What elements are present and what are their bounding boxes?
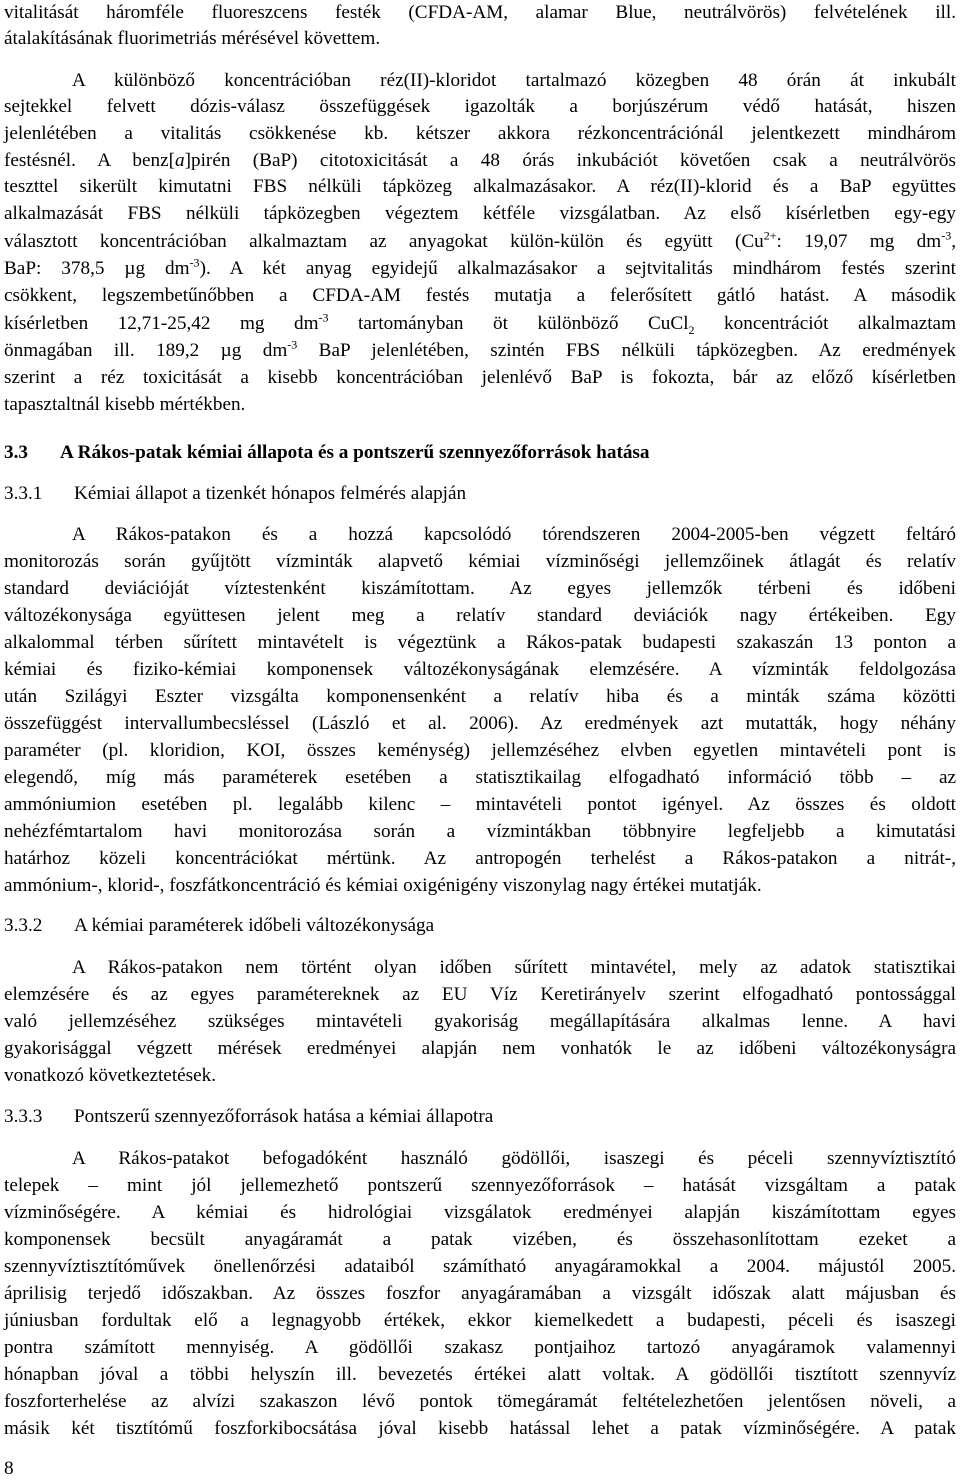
text-line: hónapban jóval a többi helyszín ill. bevezetés értékei alatt voltak. A gödöllői tisztított szennyvíz <box>4 1364 956 1385</box>
text-line: választott koncentrációban alkalmaztam az anyagokat külön-külön és együtt ($Cu^{2+}$: 19,07 mg $dm^{-3}$, <box>4 228 956 252</box>
text-line: standard deviációját víztestenként kiszámítottam. Az egyes jellemzők térbeni és időbeni <box>4 578 956 599</box>
heading-title: Pontszerű szennyezőforrások hatása a kémiai állapotra <box>74 1106 494 1127</box>
text-line: ammóniumion esetében pl. legalább kilenc – mintavételi pontot igényel. Az összes és oldott <box>4 794 956 815</box>
text-line: ammónium-, klorid-, foszfátkoncentráció és kémiai oxigénigény viszonylag nagy értékei mutatják. <box>4 875 762 896</box>
subsection-heading <box>4 1104 493 1130</box>
text-line: való jellemzéséhez szükséges mintavételi gyakoriság megállapítására alkalmas lenne. A havi <box>4 1011 956 1032</box>
heading-title: A kémiai paraméterek időbeli változékonysága <box>74 915 435 936</box>
text-line: jelenlétében a vitalitás csökkenése kb. kétszer akkora rézkoncentrációnál jelentkezett mindhárom <box>4 123 956 144</box>
text-line: elemzésére és az egyes paramétereknek az EU Víz Keretirányelv szerint elfogadható pontossággal <box>4 984 956 1005</box>
text-line: A Rákos-patakon és a hozzá kapcsolódó tórendszeren 2004-2005-ben végzett feltáró <box>72 524 956 545</box>
text-line: monitorozás során gyűjtött vízminták alapvető kémiai vízminőségi jellemzőinek átlagát és relatív <box>4 551 956 572</box>
text-line: gyakorisággal végzett mérések eredményei alapján nem vonhatók le az időbeni változékonyságra <box>4 1038 956 1059</box>
text-line: csökkent, legszembetűnőbben a CFDA-AM festés mutatja a felerősített gátló hatást. A második <box>4 285 956 306</box>
text-line: pontra számított mennyiség. A gödöllői szakasz pontjaihoz tartozó anyagáramok valamennyi <box>4 1337 956 1358</box>
text-line: szerint a réz toxicitását a kisebb koncentrációban jelenlévő BaP is fokozta, bár az előző kísérletben <box>4 367 956 388</box>
text-line: A Rákos-patakot befogadóként használó gödöllői, isaszegi és péceli szennyvíztisztító <box>72 1148 956 1169</box>
text-line: nehézfémtartalom havi monitorozása során a vízmintákban többnyire legfeljebb a kimutatási <box>4 821 956 842</box>
heading-title: Kémiai állapot a tizenkét hónapos felmérés alapján <box>74 483 467 504</box>
text-line: sejtekkel felvett dózis-válasz összefüggések igazolták a borjúszérum védő hatását, hiszen <box>4 96 956 117</box>
text-line: kísérletben 12,71-25,42 mg $dm^{-3}$ tartományban öt különböző CuCl$_2$ koncentrációt alkalmaztam <box>4 310 956 337</box>
heading-number: 3.3.2 <box>4 915 43 936</box>
subsection-heading <box>4 913 434 939</box>
text-line: teszttel sikerült kimutatni FBS nélküli tápközeg alkalmazásakor. A réz(II)-klorid és a BaP együttes <box>4 176 956 197</box>
text-line: foszforterhelése az alvízi szakaszon lévő pontok tömegáramát feltételezhetően jelentősen növeli, a <box>4 1391 956 1412</box>
text-line: paraméter (pl. kloridion, KOI, összes keménység) jellemzéséhez elvben egyetlen mintavételi pont is <box>4 740 956 761</box>
text-line: A Rákos-patakon nem történt olyan időben sűrített mintavétel, mely az adatok statisztikai <box>72 957 956 978</box>
heading-number: 3.3 <box>4 442 28 463</box>
text-line: festésnél. A benz[a]pirén (BaP) citotoxicitását a 48 órás inkubációt követően csak a neutrálvörös <box>4 150 956 171</box>
text-line: alkalmazását FBS nélküli tápközegben végeztem kétféle vizsgálatban. Az első kísérletben egy-egy <box>4 203 956 224</box>
text-line: után Szilágyi Eszter vizsgálta komponensenként a relatív hiba és a minták száma közötti <box>4 686 956 707</box>
page-number: 8 <box>4 1458 14 1479</box>
text-line: A különböző koncentrációban réz(II)-kloridot tartalmazó közegben 48 órán át inkubált <box>72 70 956 91</box>
heading-number: 3.3.3 <box>4 1106 43 1127</box>
text-line: vitalitását háromféle fluoreszcens festék (CFDA-AM, alamar Blue, neutrálvörös) felvételének ill. <box>4 2 956 23</box>
subsection-heading <box>4 481 466 507</box>
text-line: tapasztaltnál kisebb mértékben. <box>4 394 246 415</box>
text-line: komponensek becsült anyagáramát a patak vizében, és összehasonlítottam ezeket a <box>4 1229 956 1250</box>
text-line: júniusban fordultak elő a legnagyobb értékek, ekkor kiemelkedett a budapesti, péceli és isaszegi <box>4 1310 956 1331</box>
heading-title: A Rákos-patak kémiai állapota és a pontszerű szennyezőforrások hatása <box>60 442 650 463</box>
section-heading <box>4 440 650 466</box>
text-line: határhoz közeli koncentrációkat mértünk. Az antropogén terhelést a Rákos-patakon a nitrát-, <box>4 848 956 869</box>
text-line: szennyvíztisztítóművek önellenőrzési adataiból számítható anyagáramokkal a 2004. májustól 2005. <box>4 1256 956 1277</box>
text-line: önmagában ill. 189,2 µg $dm^{-3}$ BaP jelenlétében, szintén FBS nélküli tápközegben. Az eredmények <box>4 337 956 361</box>
text-line: alkalommal térben sűrített mintavételt is végeztünk a Rákos-patak budapesti szakaszán 13 ponton a <box>4 632 956 653</box>
text-line: BaP: 378,5 µg $dm^{-3}$). A két anyag egyidejű alkalmazásakor a sejtvitalitás mindhárom festés szerint <box>4 255 956 279</box>
text-line: telepek – mint jól jellemezhető pontszerű szennyezőforrások – hatását vizsgáltam a patak <box>4 1175 956 1196</box>
text-line: összefüggést intervallumbecsléssel (László et al. 2006). Az eredmények azt mutatták, hogy néhány <box>4 713 956 734</box>
text-line: elegendő, míg más paraméterek esetében a statisztikailag elfogadható információ több – az <box>4 767 956 788</box>
text-line: másik két tisztítómű foszforkibocsátása jóval kisebb hatással lehet a patak vízminőségére. A patak <box>4 1418 956 1439</box>
text-line: vízminőségére. A kémiai és hidrológiai vizsgálatok eredményei alapján kiszámítottam egyes <box>4 1202 956 1223</box>
heading-number: 3.3.1 <box>4 483 43 504</box>
text-line: kémiai és fiziko-kémiai komponensek változékonyságának elemzésére. A vízminták feldolgozása <box>4 659 956 680</box>
text-line: vonatkozó következtetések. <box>4 1065 217 1086</box>
text-line: átalakításának fluorimetriás mérésével követtem. <box>4 28 381 49</box>
text-line: áprilisig terjedő időszakban. Az összes foszfor anyagáramában a vizsgált időszak alatt májusban és <box>4 1283 956 1304</box>
text-line: változékonysága együttesen jelent meg a relatív standard deviációk nagy értékeiben. Egy <box>4 605 956 626</box>
